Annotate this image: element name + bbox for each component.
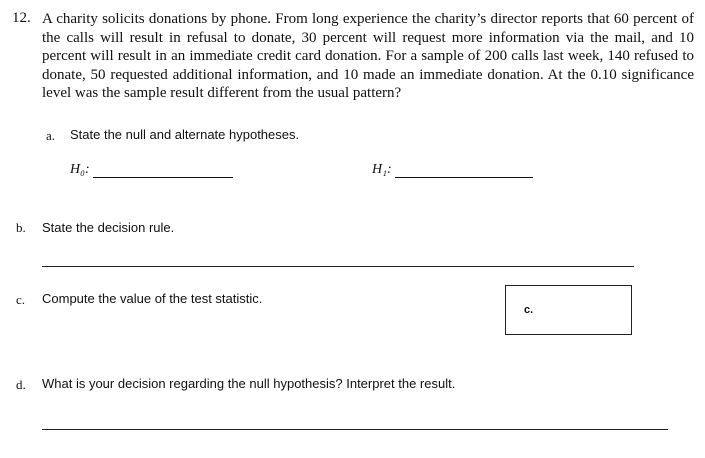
part-b-prompt: State the decision rule.: [42, 220, 175, 235]
answer-box-c[interactable]: [505, 285, 632, 335]
part-a-letter: a.: [46, 128, 56, 143]
h0-label: H₀:: [70, 162, 90, 177]
part-b-letter: b.: [16, 220, 26, 235]
part-c-letter: c.: [16, 292, 26, 307]
question-text: A charity solicits donations by phone. From long experience the charity’s director reports that 60 percent of the calls will result in refusal to donate, 30 percent will request more information via the mail, and 10 percent will result in an immediate credit card donation. For a sample of 200 calls last week, 140 refused to donate, 50 requested additional information, and 10 made an immediate donation. At the 0.10 significance level was the sample result different from the usual pattern?: [42, 11, 694, 101]
h1-blank[interactable]: [395, 163, 533, 178]
part-d-letter: d.: [16, 377, 26, 392]
part-c-prompt: Compute the value of the test statistic.: [42, 291, 263, 306]
part-a-prompt: State the null and alternate hypotheses.: [70, 127, 300, 142]
part-d-prompt: What is your decision regarding the null hypothesis? Interpret the result.: [42, 376, 456, 391]
answer-box-label: c.: [524, 304, 534, 316]
h1-field: [372, 162, 533, 178]
h1-label: H₁:: [372, 162, 392, 177]
question-number: 12.: [12, 10, 31, 26]
part-d-answer-line[interactable]: [42, 429, 668, 430]
h0-field: [70, 162, 233, 178]
part-b-answer-line[interactable]: [42, 266, 634, 267]
h0-blank[interactable]: [93, 163, 233, 178]
